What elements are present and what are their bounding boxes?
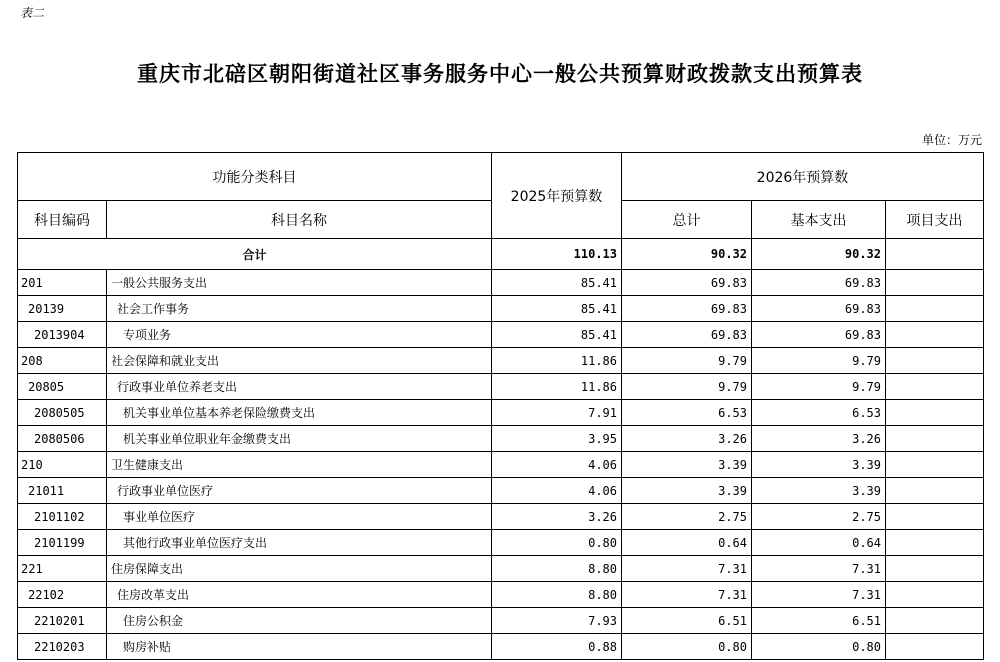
row-budget-2025: 3.95 <box>492 426 622 452</box>
total-budget-2025: 110.13 <box>492 239 622 270</box>
unit-label: 单位：万元 <box>921 133 982 147</box>
header-category: 功能分类科目 <box>18 153 492 201</box>
row-budget-2026-total: 6.51 <box>622 608 752 634</box>
row-name: 专项业务 <box>107 322 492 348</box>
row-code: 2013904 <box>18 322 107 348</box>
row-budget-2025: 11.86 <box>492 348 622 374</box>
table-row <box>18 634 984 660</box>
row-budget-2026-basic: 6.53 <box>752 400 886 426</box>
row-code: 22102 <box>18 582 107 608</box>
row-budget-2025: 85.41 <box>492 322 622 348</box>
header-budget-2025: 2025年预算数 <box>492 153 622 239</box>
row-budget-2025: 7.91 <box>492 400 622 426</box>
row-budget-2026-total: 7.31 <box>622 556 752 582</box>
row-budget-2026-project <box>886 478 984 504</box>
row-budget-2025: 8.80 <box>492 582 622 608</box>
header-total: 总计 <box>622 201 752 239</box>
row-code: 2080505 <box>18 400 107 426</box>
table-row <box>18 556 984 582</box>
header-project: 项目支出 <box>886 201 984 239</box>
table-row <box>18 322 984 348</box>
row-budget-2026-total: 9.79 <box>622 374 752 400</box>
table-number-label: 表二 <box>20 6 45 20</box>
row-name: 行政事业单位医疗 <box>107 478 492 504</box>
row-name: 一般公共服务支出 <box>107 270 492 296</box>
row-budget-2026-project <box>886 504 984 530</box>
row-budget-2026-basic: 3.39 <box>752 478 886 504</box>
table-row <box>18 348 984 374</box>
row-budget-2026-basic: 9.79 <box>752 374 886 400</box>
row-budget-2026-total: 0.64 <box>622 530 752 556</box>
row-budget-2026-basic: 69.83 <box>752 270 886 296</box>
row-code: 20139 <box>18 296 107 322</box>
row-budget-2026-basic: 3.26 <box>752 426 886 452</box>
row-name: 社会工作事务 <box>107 296 492 322</box>
row-budget-2026-total: 3.39 <box>622 452 752 478</box>
row-code: 221 <box>18 556 107 582</box>
table-row <box>18 296 984 322</box>
row-name: 住房改革支出 <box>107 582 492 608</box>
row-budget-2026-project <box>886 452 984 478</box>
row-budget-2026-total: 0.80 <box>622 634 752 660</box>
row-name: 其他行政事业单位医疗支出 <box>107 530 492 556</box>
row-budget-2026-total: 7.31 <box>622 582 752 608</box>
header-name: 科目名称 <box>107 201 492 239</box>
row-budget-2026-project <box>886 296 984 322</box>
row-budget-2026-basic: 9.79 <box>752 348 886 374</box>
table-row <box>18 530 984 556</box>
row-name: 卫生健康支出 <box>107 452 492 478</box>
row-name: 事业单位医疗 <box>107 504 492 530</box>
row-budget-2026-project <box>886 270 984 296</box>
row-name: 住房公积金 <box>107 608 492 634</box>
row-name: 购房补贴 <box>107 634 492 660</box>
row-budget-2026-basic: 7.31 <box>752 582 886 608</box>
row-budget-2026-total: 69.83 <box>622 322 752 348</box>
row-budget-2026-project <box>886 556 984 582</box>
row-code: 208 <box>18 348 107 374</box>
row-budget-2026-basic: 69.83 <box>752 296 886 322</box>
table-row <box>18 400 984 426</box>
row-code: 21011 <box>18 478 107 504</box>
table-row <box>18 270 984 296</box>
row-budget-2025: 4.06 <box>492 478 622 504</box>
row-budget-2025: 4.06 <box>492 452 622 478</box>
row-budget-2026-project <box>886 582 984 608</box>
table-row <box>18 374 984 400</box>
row-budget-2026-basic: 2.75 <box>752 504 886 530</box>
row-budget-2026-basic: 6.51 <box>752 608 886 634</box>
total-budget-2026-project <box>886 239 984 270</box>
table-row <box>18 608 984 634</box>
row-name: 机关事业单位基本养老保险缴费支出 <box>107 400 492 426</box>
row-code: 2210201 <box>18 608 107 634</box>
table-row <box>18 478 984 504</box>
row-budget-2025: 7.93 <box>492 608 622 634</box>
row-code: 201 <box>18 270 107 296</box>
row-budget-2026-project <box>886 322 984 348</box>
row-code: 2101199 <box>18 530 107 556</box>
row-name: 社会保障和就业支出 <box>107 348 492 374</box>
row-code: 2101102 <box>18 504 107 530</box>
row-budget-2025: 0.88 <box>492 634 622 660</box>
table-row <box>18 504 984 530</box>
row-name: 住房保障支出 <box>107 556 492 582</box>
budget-table <box>17 152 984 660</box>
total-budget-2026-total: 90.32 <box>622 239 752 270</box>
page-title: 重庆市北碚区朝阳街道社区事务服务中心一般公共预算财政拨款支出预算表 <box>137 61 863 86</box>
row-budget-2026-project <box>886 348 984 374</box>
row-budget-2026-basic: 3.39 <box>752 452 886 478</box>
row-budget-2026-total: 9.79 <box>622 348 752 374</box>
row-budget-2026-project <box>886 374 984 400</box>
row-budget-2026-basic: 69.83 <box>752 322 886 348</box>
row-budget-2025: 85.41 <box>492 270 622 296</box>
row-budget-2026-total: 2.75 <box>622 504 752 530</box>
row-budget-2025: 11.86 <box>492 374 622 400</box>
header-budget-2026: 2026年预算数 <box>622 153 984 201</box>
total-row <box>18 239 984 270</box>
row-code: 2210203 <box>18 634 107 660</box>
row-budget-2026-project <box>886 634 984 660</box>
row-budget-2025: 85.41 <box>492 296 622 322</box>
row-budget-2026-project <box>886 530 984 556</box>
row-code: 210 <box>18 452 107 478</box>
row-budget-2026-total: 69.83 <box>622 296 752 322</box>
header-code: 科目编码 <box>18 201 107 239</box>
table-row <box>18 452 984 478</box>
row-code: 20805 <box>18 374 107 400</box>
total-label: 合计 <box>18 239 492 270</box>
total-budget-2026-basic: 90.32 <box>752 239 886 270</box>
row-budget-2026-total: 3.26 <box>622 426 752 452</box>
row-budget-2026-project <box>886 426 984 452</box>
row-budget-2026-project <box>886 608 984 634</box>
header-basic: 基本支出 <box>752 201 886 239</box>
row-budget-2026-total: 3.39 <box>622 478 752 504</box>
row-budget-2026-basic: 7.31 <box>752 556 886 582</box>
row-budget-2025: 8.80 <box>492 556 622 582</box>
row-budget-2026-basic: 0.80 <box>752 634 886 660</box>
row-budget-2026-project <box>886 400 984 426</box>
row-budget-2026-total: 6.53 <box>622 400 752 426</box>
row-name: 行政事业单位养老支出 <box>107 374 492 400</box>
table-row <box>18 582 984 608</box>
table-row <box>18 426 984 452</box>
row-budget-2026-basic: 0.64 <box>752 530 886 556</box>
row-budget-2026-total: 69.83 <box>622 270 752 296</box>
row-name: 机关事业单位职业年金缴费支出 <box>107 426 492 452</box>
row-budget-2025: 0.80 <box>492 530 622 556</box>
row-code: 2080506 <box>18 426 107 452</box>
row-budget-2025: 3.26 <box>492 504 622 530</box>
